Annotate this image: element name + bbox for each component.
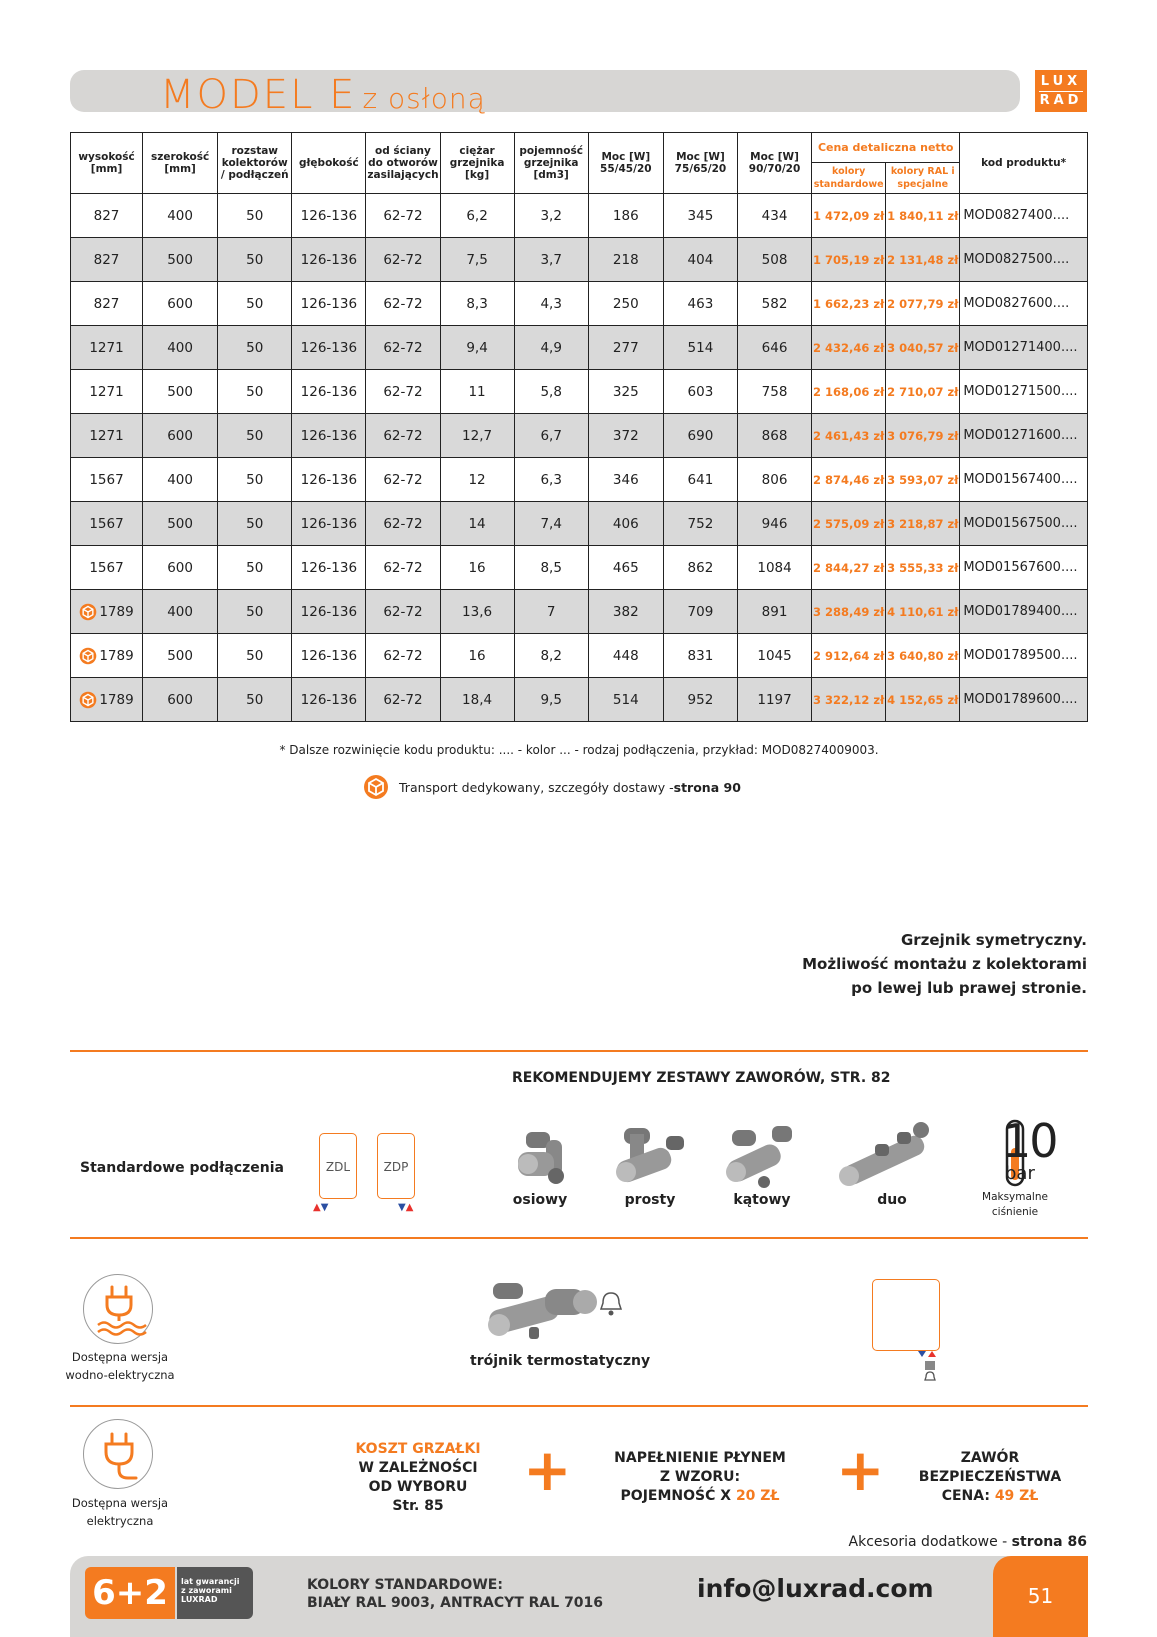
cell-h: 827 <box>71 238 143 282</box>
cell-dm: 4,3 <box>514 282 588 326</box>
cell-p1: 277 <box>588 326 663 370</box>
pressure-label: Maksymalne ciśnienie <box>982 1191 1048 1218</box>
cell-p1: 514 <box>588 678 663 722</box>
cell-p2: 603 <box>663 370 737 414</box>
cell-p1: 465 <box>588 546 663 590</box>
cell-c2: 4 152,65 zł <box>886 678 960 722</box>
cell-h: 1271 <box>71 370 143 414</box>
valve-straight-label: prosty <box>624 1192 676 1208</box>
cell-c2: 2 710,07 zł <box>886 370 960 414</box>
cell-w: 400 <box>143 326 218 370</box>
cell-h: 1567 <box>71 458 143 502</box>
cell-c1: 3 288,49 zł <box>812 590 886 634</box>
cell-p2: 514 <box>663 326 737 370</box>
cell-p1: 325 <box>588 370 663 414</box>
cell-code: MOD0827500.... <box>960 238 1088 282</box>
divider <box>70 1237 1088 1239</box>
cell-r: 50 <box>218 458 292 502</box>
col-price-standard: kolory standardowe <box>812 163 886 194</box>
cell-p2: 752 <box>663 502 737 546</box>
standard-colors: KOLORY STANDARDOWE: BIAŁY RAL 9003, ANTRACYT RAL 7016 <box>307 1577 604 1611</box>
cell-s: 62-72 <box>366 634 440 678</box>
cell-d: 126-136 <box>292 634 366 678</box>
cell-c1: 2 575,09 zł <box>812 502 886 546</box>
cell-p1: 382 <box>588 590 663 634</box>
transport-icon <box>79 647 97 665</box>
cell-dm: 3,2 <box>514 194 588 238</box>
cell-s: 62-72 <box>366 326 440 370</box>
cell-dm: 6,7 <box>514 414 588 458</box>
cell-dm: 5,8 <box>514 370 588 414</box>
cell-p2: 690 <box>663 414 737 458</box>
cell-code: MOD01271600.... <box>960 414 1088 458</box>
water-electric-caption: Dostępna wersja wodno-elektryczna <box>65 1350 175 1382</box>
cell-r: 50 <box>218 326 292 370</box>
straight-valve-icon <box>612 1120 692 1190</box>
cell-d: 126-136 <box>292 590 366 634</box>
cell-s: 62-72 <box>366 458 440 502</box>
table-row <box>71 634 1088 678</box>
divider <box>70 1405 1088 1407</box>
cell-kg: 9,4 <box>440 326 514 370</box>
angle-valve-icon <box>722 1120 802 1190</box>
cell-c1: 2 874,46 zł <box>812 458 886 502</box>
cell-kg: 16 <box>440 634 514 678</box>
cell-kg: 18,4 <box>440 678 514 722</box>
cell-c2: 4 110,61 zł <box>886 590 960 634</box>
cell-code: MOD01271400.... <box>960 326 1088 370</box>
cell-c2: 2 131,48 zł <box>886 238 960 282</box>
divider <box>70 1050 1088 1052</box>
cell-p2: 952 <box>663 678 737 722</box>
cell-kg: 7,5 <box>440 238 514 282</box>
page-number: 51 <box>993 1556 1088 1637</box>
valve-angle-label: kątowy <box>733 1192 791 1208</box>
cell-p3: 806 <box>737 458 811 502</box>
cell-p3: 646 <box>737 326 811 370</box>
cell-p1: 218 <box>588 238 663 282</box>
cell-dm: 8,5 <box>514 546 588 590</box>
cell-c1: 1 662,23 zł <box>812 282 886 326</box>
cell-code: MOD01567600.... <box>960 546 1088 590</box>
cell-kg: 13,6 <box>440 590 514 634</box>
cell-p2: 345 <box>663 194 737 238</box>
cell-c2: 3 218,87 zł <box>886 502 960 546</box>
table-row <box>71 282 1088 326</box>
cell-p3: 582 <box>737 282 811 326</box>
cell-s: 62-72 <box>366 282 440 326</box>
cell-s: 62-72 <box>366 546 440 590</box>
cell-p1: 346 <box>588 458 663 502</box>
cell-p2: 709 <box>663 590 737 634</box>
cell-code: MOD0827600.... <box>960 282 1088 326</box>
footnote: * Dalsze rozwinięcie kodu produktu: .... - kolor ... - rodzaj podłączenia, przykład: MOD08274009003. <box>279 743 879 757</box>
valve-axial-label: osiowy <box>512 1192 568 1208</box>
cell-dm: 6,3 <box>514 458 588 502</box>
cell-code: MOD0827400.... <box>960 194 1088 238</box>
transport-icon <box>79 691 97 709</box>
valve-duo-label: duo <box>877 1192 907 1208</box>
electric-caption: Dostępna wersja elektryczna <box>71 1496 169 1528</box>
cell-c2: 2 077,79 zł <box>886 282 960 326</box>
cell-p3: 891 <box>737 590 811 634</box>
cell-p3: 946 <box>737 502 811 546</box>
cell-r: 50 <box>218 678 292 722</box>
cell-p1: 406 <box>588 502 663 546</box>
cell-h: 1271 <box>71 414 143 458</box>
cell-p3: 758 <box>737 370 811 414</box>
cell-dm: 9,5 <box>514 678 588 722</box>
thermostatic-tee-icon <box>485 1275 625 1345</box>
cell-p1: 448 <box>588 634 663 678</box>
cell-r: 50 <box>218 546 292 590</box>
product-table <box>70 132 1088 722</box>
cell-p2: 862 <box>663 546 737 590</box>
cell-w: 400 <box>143 458 218 502</box>
cell-code: MOD01789600.... <box>960 678 1088 722</box>
cell-c2: 3 040,57 zł <box>886 326 960 370</box>
cell-h: 827 <box>71 194 143 238</box>
zdp-radiator-icon: ZDP <box>377 1133 415 1199</box>
cell-w: 600 <box>143 678 218 722</box>
contact-email[interactable]: info@luxrad.com <box>697 1574 934 1603</box>
electric-plug-icon <box>83 1419 153 1489</box>
cell-w: 500 <box>143 502 218 546</box>
fluid-cost: NAPEŁNIENIE PŁYNEM Z WZORU: POJEMNOŚĆ X 20 ZŁ <box>614 1450 786 1504</box>
cell-p3: 1045 <box>737 634 811 678</box>
cell-kg: 11 <box>440 370 514 414</box>
cell-p1: 186 <box>588 194 663 238</box>
cell-h: 1789 <box>71 634 143 678</box>
cell-c1: 2 432,46 zł <box>812 326 886 370</box>
cell-c1: 2 912,64 zł <box>812 634 886 678</box>
cell-kg: 16 <box>440 546 514 590</box>
cell-kg: 8,3 <box>440 282 514 326</box>
cell-p2: 404 <box>663 238 737 282</box>
col-weight: ciężar grzejnika [kg] <box>440 133 514 194</box>
axial-valve-icon <box>512 1120 582 1190</box>
cell-c2: 3 640,80 zł <box>886 634 960 678</box>
cell-p1: 250 <box>588 282 663 326</box>
col-capacity: pojemność grzejnika [dm3] <box>514 133 588 194</box>
cell-h: 1567 <box>71 502 143 546</box>
cell-dm: 7 <box>514 590 588 634</box>
accessories-note: Akcesoria dodatkowe - strona 86 <box>848 1534 1087 1550</box>
page-title: MODEL E z osłoną <box>160 72 486 118</box>
cell-kg: 14 <box>440 502 514 546</box>
col-price: Cena detaliczna netto <box>812 133 960 163</box>
cell-h: 1567 <box>71 546 143 590</box>
cell-code: MOD01567400.... <box>960 458 1088 502</box>
cell-r: 50 <box>218 414 292 458</box>
cell-h: 1271 <box>71 326 143 370</box>
cell-code: MOD01567500.... <box>960 502 1088 546</box>
symmetric-note: Grzejnik symetryczny. Możliwość montażu z kolektorami po lewej lub prawej stronie. <box>802 931 1087 997</box>
heater-cost: KOSZT GRZAŁKI W ZALEŻNOŚCI OD WYBORU Str. 85 <box>355 1441 481 1514</box>
cell-dm: 7,4 <box>514 502 588 546</box>
cell-h: 1789 <box>71 678 143 722</box>
cell-p3: 1084 <box>737 546 811 590</box>
col-depth: głębokość <box>292 133 366 194</box>
cell-p3: 1197 <box>737 678 811 722</box>
cell-p1: 372 <box>588 414 663 458</box>
cell-p2: 641 <box>663 458 737 502</box>
cell-kg: 12,7 <box>440 414 514 458</box>
duo-valve-icon <box>835 1120 935 1195</box>
connection-heater-icon <box>916 1349 940 1385</box>
col-code: kod produktu* <box>960 133 1088 194</box>
cell-d: 126-136 <box>292 238 366 282</box>
cell-p3: 434 <box>737 194 811 238</box>
cell-w: 500 <box>143 370 218 414</box>
col-spacing: rozstaw kolektorów / podłączeń <box>218 133 292 194</box>
warranty-badge: 6+2 lat gwarancji z zaworami LUXRAD <box>85 1567 255 1619</box>
cell-code: MOD01789400.... <box>960 590 1088 634</box>
cell-s: 62-72 <box>366 370 440 414</box>
table-row <box>71 590 1088 634</box>
cell-code: MOD01789500.... <box>960 634 1088 678</box>
standard-connections-label: Standardowe podłączenia <box>80 1160 284 1176</box>
zdl-arrows-icon: ▲▼ <box>313 1202 329 1213</box>
cell-d: 126-136 <box>292 194 366 238</box>
cell-c2: 3 555,33 zł <box>886 546 960 590</box>
cell-r: 50 <box>218 502 292 546</box>
col-power-1: Moc [W] 55/45/20 <box>588 133 663 194</box>
cell-w: 600 <box>143 282 218 326</box>
transport-note: Transport dedykowany, szczegóły dostawy - strona 90 <box>363 772 741 802</box>
transport-icon <box>363 774 389 800</box>
header-bar <box>70 70 1020 118</box>
cell-r: 50 <box>218 238 292 282</box>
table-row <box>71 458 1088 502</box>
cell-s: 62-72 <box>366 238 440 282</box>
cell-d: 126-136 <box>292 282 366 326</box>
cell-w: 500 <box>143 238 218 282</box>
cell-c2: 3 076,79 zł <box>886 414 960 458</box>
cell-p3: 508 <box>737 238 811 282</box>
cell-dm: 3,7 <box>514 238 588 282</box>
col-height: wysokość [mm] <box>71 133 143 194</box>
cell-dm: 4,9 <box>514 326 588 370</box>
pressure-value: 10 <box>1002 1114 1057 1168</box>
luxrad-logo: LUX RAD <box>1035 70 1087 112</box>
cell-s: 62-72 <box>366 590 440 634</box>
zdl-radiator-icon: ZDL <box>319 1133 357 1199</box>
cell-d: 126-136 <box>292 458 366 502</box>
table-row <box>71 414 1088 458</box>
cell-d: 126-136 <box>292 546 366 590</box>
cell-c1: 2 461,43 zł <box>812 414 886 458</box>
col-power-3: Moc [W] 90/70/20 <box>737 133 811 194</box>
col-price-ral: kolory RAL i specjalne <box>886 163 960 194</box>
thermostatic-tee-label: trójnik termostatyczny <box>470 1353 651 1369</box>
cell-c2: 3 593,07 zł <box>886 458 960 502</box>
cell-kg: 6,2 <box>440 194 514 238</box>
table-row <box>71 546 1088 590</box>
cell-c1: 2 844,27 zł <box>812 546 886 590</box>
cell-d: 126-136 <box>292 370 366 414</box>
table-row <box>71 194 1088 238</box>
cell-p3: 868 <box>737 414 811 458</box>
col-power-2: Moc [W] 75/65/20 <box>663 133 737 194</box>
transport-icon <box>79 603 97 621</box>
valve-cost: ZAWÓR BEZPIECZEŃSTWA CENA: 49 ZŁ <box>918 1450 1062 1504</box>
cell-r: 50 <box>218 590 292 634</box>
cell-r: 50 <box>218 634 292 678</box>
water-electric-icon <box>83 1274 153 1344</box>
cell-w: 500 <box>143 634 218 678</box>
cell-c1: 3 322,12 zł <box>812 678 886 722</box>
pressure-unit: bar <box>1005 1163 1035 1184</box>
cell-c2: 1 840,11 zł <box>886 194 960 238</box>
cell-kg: 12 <box>440 458 514 502</box>
cell-w: 600 <box>143 414 218 458</box>
cell-h: 1789 <box>71 590 143 634</box>
cell-c1: 1 472,09 zł <box>812 194 886 238</box>
cell-p2: 463 <box>663 282 737 326</box>
cell-w: 600 <box>143 546 218 590</box>
cell-d: 126-136 <box>292 502 366 546</box>
radiator-electric-icon <box>872 1279 940 1351</box>
cell-p2: 831 <box>663 634 737 678</box>
table-row <box>71 370 1088 414</box>
table-row <box>71 238 1088 282</box>
cell-d: 126-136 <box>292 678 366 722</box>
table-row <box>71 326 1088 370</box>
plus-icon: + <box>836 1436 885 1504</box>
table-row <box>71 678 1088 722</box>
cell-s: 62-72 <box>366 502 440 546</box>
cell-s: 62-72 <box>366 194 440 238</box>
cell-code: MOD01271500.... <box>960 370 1088 414</box>
cell-d: 126-136 <box>292 326 366 370</box>
cell-c1: 1 705,19 zł <box>812 238 886 282</box>
cell-s: 62-72 <box>366 414 440 458</box>
valves-heading: REKOMENDUJEMY ZESTAWY ZAWORÓW, STR. 82 <box>512 1070 891 1086</box>
cell-w: 400 <box>143 590 218 634</box>
cell-h: 827 <box>71 282 143 326</box>
cell-r: 50 <box>218 370 292 414</box>
cell-dm: 8,2 <box>514 634 588 678</box>
cell-w: 400 <box>143 194 218 238</box>
plus-icon: + <box>523 1436 572 1504</box>
table-row <box>71 502 1088 546</box>
cell-c1: 2 168,06 zł <box>812 370 886 414</box>
cell-r: 50 <box>218 282 292 326</box>
zdp-arrows-icon: ▼▲ <box>398 1202 414 1213</box>
col-wall: od ściany do otworów zasilających <box>366 133 440 194</box>
col-width: szerokość [mm] <box>143 133 218 194</box>
cell-r: 50 <box>218 194 292 238</box>
cell-s: 62-72 <box>366 678 440 722</box>
cell-d: 126-136 <box>292 414 366 458</box>
